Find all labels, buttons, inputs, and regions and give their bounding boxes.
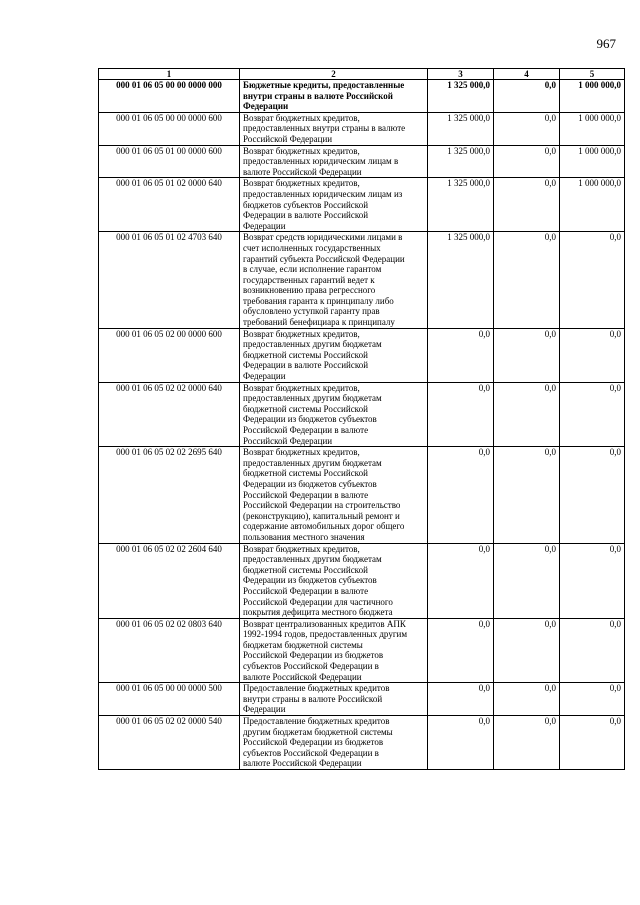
description-line: требования гаранта к принципалу либо [243,295,394,306]
table-row [99,447,625,543]
description-line: возникновению права регрессного [243,285,376,296]
table-row [99,80,625,113]
description-line: обусловлено уступкой гаранту прав [243,306,380,317]
amount-cell-v5: 0,0 [560,683,625,716]
description-line: Возврат бюджетных кредитов, [243,543,360,554]
description-line: Российской Федерации в валюте [243,425,369,435]
amount-cell-v3: 0,0 [428,543,494,618]
description-line: Российской Федерации из бюджетов [243,650,384,661]
amount-cell-v3: 0,0 [428,716,494,770]
budget-code-cell: 000 01 06 05 01 02 4703 640 [99,232,240,328]
amount-cell-v3: 0,0 [428,447,494,543]
description-line: гарантий субъекта Российской Федерации [243,253,405,264]
description-cell [240,382,428,447]
description-line: Возврат централизованных кредитов АПК [243,618,406,629]
column-header-1: 1 [99,69,240,80]
amount-cell-v4: 0,0 [494,447,560,543]
description-line: бюджетной системы Российской [243,349,368,360]
description-line: (реконструкцию), капитальный ремонт и [243,510,400,521]
description-line: Возврат средств юридическими лицами в [243,232,403,243]
description-line: бюджетной системы Российской [243,468,368,479]
table-row [99,328,625,382]
description-line: в случае, если исполнение гарантом [243,264,382,275]
description-line: предоставленных другим бюджетам [243,339,382,350]
amount-cell-v4: 0,0 [494,232,560,328]
column-header-5: 5 [560,69,625,80]
description-cell [240,447,428,543]
table-body [99,80,625,770]
description-line: Российской Федерации [243,133,333,144]
description-cell [240,543,428,618]
description-line: Федерации [243,101,289,112]
amount-cell-v3: 0,0 [428,328,494,382]
amount-cell-v5: 0,0 [560,382,625,447]
table-row [99,543,625,618]
description-line: требований бенефициара к принципалу [243,317,395,328]
amount-cell-v4: 0,0 [494,328,560,382]
amount-cell-v4: 0,0 [494,543,560,618]
budget-code-cell: 000 01 06 05 02 02 0000 540 [99,716,240,770]
description-cell [240,683,428,716]
description-line: Федерации из бюджетов субъектов [243,414,377,425]
description-line: счет исполненных государственных [243,242,381,253]
description-line: Федерации в валюте Российской [243,210,369,221]
description-line: Российской Федерации для частичного [243,596,393,607]
description-line: Возврат бюджетных кредитов, [243,382,360,393]
budget-code-cell: 000 01 06 05 02 02 0803 640 [99,618,240,683]
budget-code-cell: 000 01 06 05 01 00 0000 600 [99,145,240,178]
budget-code-cell: 000 01 06 05 00 00 0000 000 [99,80,240,113]
description-line: бюджетной системы Российской [243,403,368,414]
amount-cell-v3: 0,0 [428,683,494,716]
description-line: бюджетов субъектов Российской [243,199,369,210]
description-line: предоставленных юридическим лицам из [243,188,403,199]
description-line: другим бюджетам бюджетной системы [243,726,393,737]
amount-cell-v4: 0,0 [494,112,560,145]
description-cell [240,618,428,683]
column-header-4: 4 [494,69,560,80]
amount-cell-v3: 1 325 000,0 [428,178,494,232]
column-header-2: 2 [240,69,428,80]
description-line: 1992-1994 годов, предоставленных другим [243,629,408,640]
amount-cell-v4: 0,0 [494,178,560,232]
description-line: Федерации из бюджетов субъектов [243,478,377,489]
amount-cell-v5: 0,0 [560,447,625,543]
amount-cell-v4: 0,0 [494,683,560,716]
description-line: Федерации в валюте Российской [243,360,369,371]
amount-cell-v3: 1 325 000,0 [428,145,494,178]
description-line: внутри страны в валюте Российской [243,90,393,101]
amount-cell-v4: 0,0 [494,618,560,683]
amount-cell-v4: 0,0 [494,145,560,178]
amount-cell-v4: 0,0 [494,382,560,447]
amount-cell-v5: 0,0 [560,716,625,770]
description-line: валюте Российской Федерации [243,671,362,682]
description-cell [240,232,428,328]
page-number: 967 [596,36,616,51]
budget-code-cell: 000 01 06 05 01 02 0000 640 [99,178,240,232]
description-cell [240,178,428,232]
description-line: Российской Федерации на строительство [243,500,401,511]
description-line: Возврат бюджетных кредитов, [243,178,360,189]
amount-cell-v5: 0,0 [560,328,625,382]
description-cell [240,80,428,113]
description-line: предоставленных внутри страны в валюте [243,123,406,134]
description-line: Возврат бюджетных кредитов, [243,145,360,156]
budget-code-cell: 000 01 06 05 00 00 0000 500 [99,683,240,716]
description-line: бюджетной системы Российской [243,564,368,575]
description-cell [240,112,428,145]
amount-cell-v5: 1 000 000,0 [560,145,625,178]
description-cell [240,328,428,382]
description-line: предоставленных юридическим лицам в [243,156,399,167]
description-line: субъектов Российской Федерации в [243,747,379,758]
budget-table [98,68,625,770]
amount-cell-v3: 1 325 000,0 [428,232,494,328]
amount-cell-v5: 0,0 [560,543,625,618]
description-line: бюджетам бюджетной системы [243,639,363,650]
amount-cell-v5: 1 000 000,0 [560,178,625,232]
description-line: Федерации [243,704,286,715]
description-line: внутри страны в валюте Российской [243,693,383,704]
description-line: Российской Федерации [243,435,333,446]
table-row [99,382,625,447]
table-row [99,618,625,683]
description-line: субъектов Российской Федерации в [243,661,379,672]
table-header [99,69,625,80]
description-line: Российской Федерации из бюджетов [243,737,384,748]
description-line: валюте Российской Федерации [243,166,362,177]
description-line: Российской Федерации в валюте [243,489,369,500]
amount-cell-v5: 1 000 000,0 [560,112,625,145]
table-row [99,232,625,328]
description-line: предоставленных другим бюджетам [243,393,382,404]
description-cell [240,145,428,178]
budget-code-cell: 000 01 06 05 02 02 2695 640 [99,447,240,543]
description-line: покрытия дефицита местного бюджета [243,607,393,618]
table-row [99,178,625,232]
amount-cell-v3: 0,0 [428,618,494,683]
description-line: Предоставление бюджетных кредитов [243,683,390,694]
description-line: Российской Федерации в валюте [243,585,369,596]
table-row [99,716,625,770]
amount-cell-v4: 0,0 [494,80,560,113]
description-line: пользования местного значения [243,531,365,542]
description-line: предоставленных другим бюджетам [243,457,382,468]
description-cell [240,716,428,770]
amount-cell-v3: 1 325 000,0 [428,80,494,113]
amount-cell-v5: 0,0 [560,232,625,328]
column-header-3: 3 [428,69,494,80]
description-line: государственных гарантий ведет к [243,274,375,285]
budget-code-cell: 000 01 06 05 02 02 2604 640 [99,543,240,618]
description-line: Предоставление бюджетных кредитов [243,716,390,727]
amount-cell-v3: 0,0 [428,382,494,447]
description-line: Бюджетные кредиты, предоставленные [243,80,405,90]
description-line: содержание автомобильных дорог общего [243,521,405,532]
description-line: Возврат бюджетных кредитов, [243,328,360,339]
budget-code-cell: 000 01 06 05 02 02 0000 640 [99,382,240,447]
description-line: Федерации [243,371,286,382]
amount-cell-v5: 0,0 [560,618,625,683]
description-line: Федерации [243,220,286,231]
table-row [99,145,625,178]
amount-cell-v4: 0,0 [494,716,560,770]
budget-code-cell: 000 01 06 05 02 00 0000 600 [99,328,240,382]
amount-cell-v3: 1 325 000,0 [428,112,494,145]
table-row [99,683,625,716]
table-row [99,112,625,145]
budget-code-cell: 000 01 06 05 00 00 0000 600 [99,112,240,145]
amount-cell-v5: 1 000 000,0 [560,80,625,113]
description-line: предоставленных другим бюджетам [243,554,382,565]
description-line: валюте Российской Федерации [243,758,362,769]
description-line: Возврат бюджетных кредитов, [243,112,360,123]
description-line: Возврат бюджетных кредитов, [243,447,360,458]
description-line: Федерации из бюджетов субъектов [243,575,377,586]
